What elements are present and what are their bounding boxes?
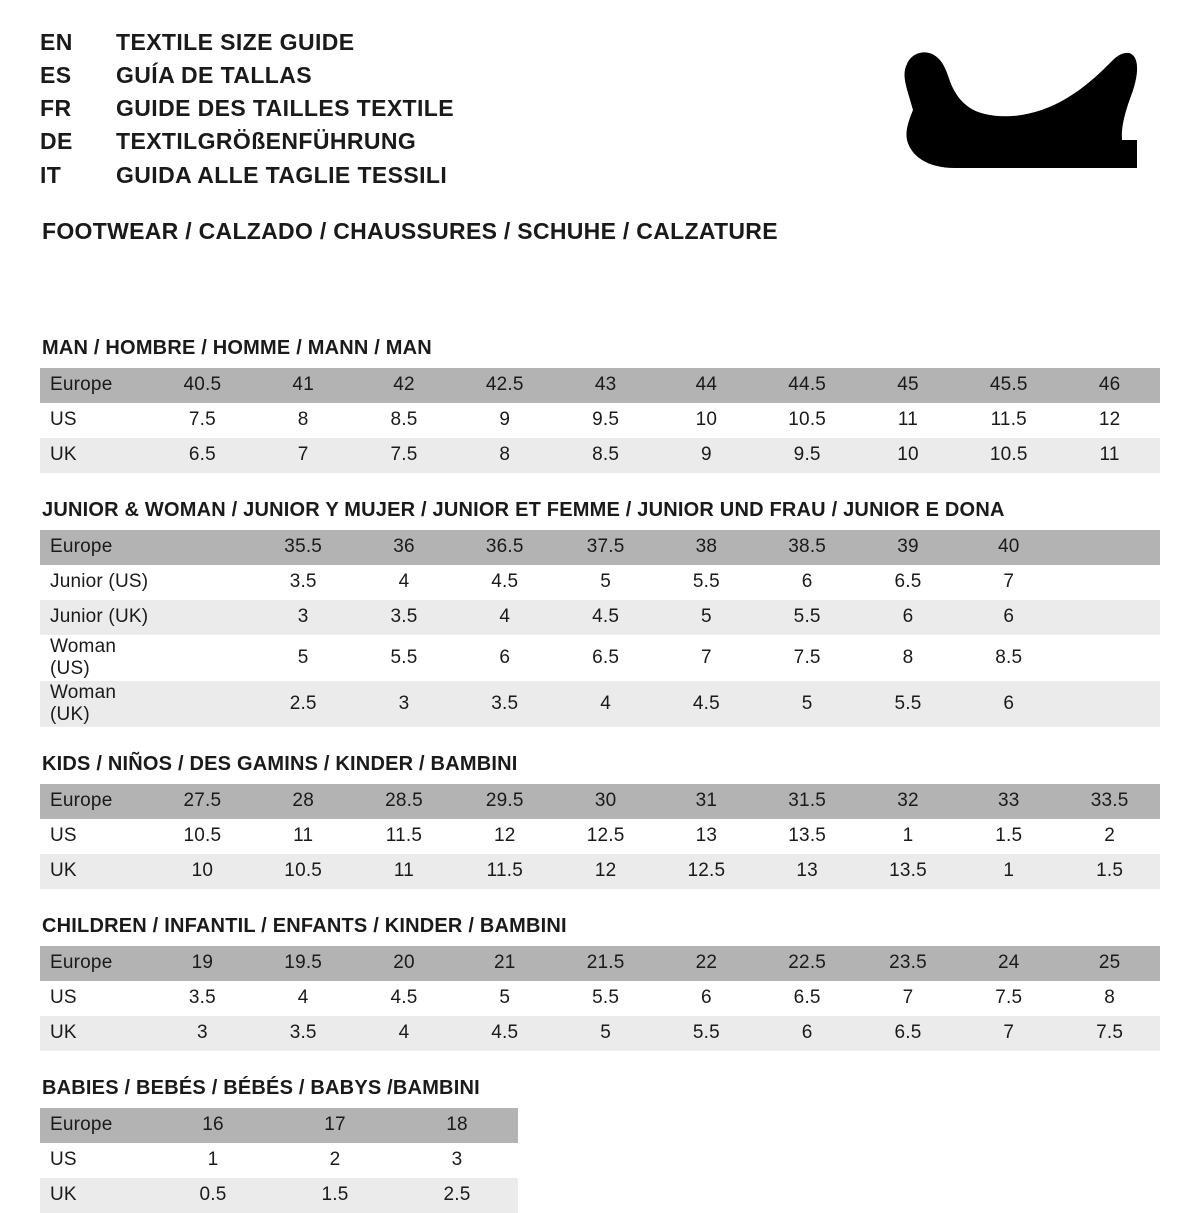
- size-table-man: [40, 368, 1160, 473]
- cell: 11: [253, 819, 354, 854]
- cell: 8: [858, 635, 959, 681]
- cell: 5.5: [656, 565, 757, 600]
- row-label: UK: [40, 1016, 152, 1051]
- cell: 45: [858, 368, 959, 403]
- cell: 19: [152, 946, 253, 981]
- block-title: MAN / HOMBRE / HOMME / MANN / MAN: [42, 336, 432, 359]
- cell: 12: [454, 819, 555, 854]
- language-code: FR: [40, 95, 72, 122]
- size-block-junior-woman: [40, 499, 1160, 727]
- cell: 19.5: [253, 946, 354, 981]
- cell: 7.5: [152, 403, 253, 438]
- table-row: [40, 981, 1160, 1016]
- cell: 3: [152, 1016, 253, 1051]
- cell: 10.5: [253, 854, 354, 889]
- cell: 7.5: [354, 438, 455, 473]
- cell: 32: [858, 784, 959, 819]
- table-row: [40, 368, 1160, 403]
- cell: 33.5: [1059, 784, 1160, 819]
- cell: 10: [656, 403, 757, 438]
- cell: 8: [454, 438, 555, 473]
- cell: 6: [454, 635, 555, 681]
- cell: 41: [253, 368, 354, 403]
- cell: 5: [555, 1016, 656, 1051]
- language-title: GUÍA DE TALLAS: [116, 62, 312, 89]
- language-row: [40, 63, 454, 96]
- row-label: Europe: [40, 946, 152, 981]
- cell: 3: [396, 1143, 518, 1178]
- cell: 38.5: [757, 530, 858, 565]
- cell: 9: [656, 438, 757, 473]
- cell: 4: [354, 565, 455, 600]
- cell: 9.5: [757, 438, 858, 473]
- language-code: EN: [40, 29, 73, 55]
- cell: 4: [454, 600, 555, 635]
- language-row: [40, 163, 454, 196]
- size-table-junior-woman: [40, 530, 1160, 727]
- cell: 31.5: [757, 784, 858, 819]
- cell: 7.5: [958, 981, 1059, 1016]
- table-row: [40, 530, 1160, 565]
- cell: 4.5: [454, 565, 555, 600]
- table-row: [40, 784, 1160, 819]
- cell: 36.5: [454, 530, 555, 565]
- category-title: FOOTWEAR / CALZADO / CHAUSSURES / SCHUHE / CALZATURE: [42, 217, 778, 244]
- cell: 3.5: [253, 565, 354, 600]
- language-row: [40, 96, 454, 129]
- cell: 0.5: [152, 1178, 274, 1213]
- language-row: [40, 30, 454, 63]
- cell: 4.5: [454, 1016, 555, 1051]
- cell: 2.5: [396, 1178, 518, 1213]
- table-row: [40, 1178, 518, 1213]
- cell: 24: [958, 946, 1059, 981]
- table-row: [40, 403, 1160, 438]
- table-row: [40, 1108, 518, 1143]
- cell: 4: [555, 681, 656, 727]
- cell: 12.5: [555, 819, 656, 854]
- cell: 13.5: [858, 854, 959, 889]
- cell: 22: [656, 946, 757, 981]
- cell: 8: [253, 403, 354, 438]
- cell: 11.5: [958, 403, 1059, 438]
- cell: 4.5: [656, 681, 757, 727]
- row-label: Europe: [40, 784, 152, 819]
- cell: 2.5: [253, 681, 354, 727]
- cell: 10.5: [152, 819, 253, 854]
- cell: [1059, 530, 1160, 565]
- row-label: UK: [40, 854, 152, 889]
- table-row: [40, 854, 1160, 889]
- language-title: TEXTILE SIZE GUIDE: [116, 29, 355, 55]
- table-row: [40, 600, 1160, 635]
- cell: 11.5: [454, 854, 555, 889]
- cell: 25: [1059, 946, 1160, 981]
- cell: 7: [656, 635, 757, 681]
- cell: 4: [354, 1016, 455, 1051]
- cell: 6: [958, 681, 1059, 727]
- cell: 1: [858, 819, 959, 854]
- table-row: [40, 635, 1160, 681]
- cell: 27.5: [152, 784, 253, 819]
- language-title: GUIDA ALLE TAGLIE TESSILI: [116, 161, 448, 188]
- cell: 6.5: [555, 635, 656, 681]
- cell: 6.5: [757, 981, 858, 1016]
- cell: 6.5: [152, 438, 253, 473]
- cell: 4: [253, 981, 354, 1016]
- cell: 5: [253, 635, 354, 681]
- cell: 3.5: [253, 1016, 354, 1051]
- cell: 4.5: [555, 600, 656, 635]
- block-title: KIDS / NIÑOS / DES GAMINS / KINDER / BAMBINI: [42, 752, 518, 775]
- cell: 2: [274, 1143, 396, 1178]
- language-code: ES: [40, 62, 72, 89]
- cell: 30: [555, 784, 656, 819]
- cell: 16: [152, 1108, 274, 1143]
- cell: 29.5: [454, 784, 555, 819]
- cell: [1059, 681, 1160, 727]
- cell: 28.5: [354, 784, 455, 819]
- table-row: [40, 565, 1160, 600]
- cell: 20: [354, 946, 455, 981]
- row-label: Woman (US): [40, 635, 152, 681]
- cell: 35.5: [253, 530, 354, 565]
- cell: 10: [152, 854, 253, 889]
- cell: 18: [396, 1108, 518, 1143]
- cell: 3.5: [454, 681, 555, 727]
- size-tables: [0, 337, 1200, 1213]
- cell: 3.5: [152, 981, 253, 1016]
- cell: [152, 565, 253, 600]
- cell: 6: [757, 565, 858, 600]
- cell: 6.5: [858, 1016, 959, 1051]
- language-title-list: [40, 30, 454, 196]
- cell: [1059, 600, 1160, 635]
- row-label: US: [40, 981, 152, 1016]
- cell: 3: [354, 681, 455, 727]
- cell: 1.5: [274, 1178, 396, 1213]
- cell: 44: [656, 368, 757, 403]
- cell: [152, 681, 253, 727]
- row-label: US: [40, 1143, 152, 1178]
- cell: 13.5: [757, 819, 858, 854]
- cell: 17: [274, 1108, 396, 1143]
- language-title: TEXTILGRÖßENFÜHRUNG: [116, 128, 417, 155]
- cell: 7: [958, 1016, 1059, 1051]
- row-label: Europe: [40, 530, 152, 565]
- cell: 6: [958, 600, 1059, 635]
- table-row: [40, 819, 1160, 854]
- cell: 5: [757, 681, 858, 727]
- cell: 5: [656, 600, 757, 635]
- cell: 33: [958, 784, 1059, 819]
- cell: 7: [253, 438, 354, 473]
- cell: 8.5: [958, 635, 1059, 681]
- cell: 8.5: [555, 438, 656, 473]
- cell: 7: [858, 981, 959, 1016]
- cell: 5.5: [555, 981, 656, 1016]
- cell: 2: [1059, 819, 1160, 854]
- cell: 36: [354, 530, 455, 565]
- row-label: Europe: [40, 1108, 152, 1143]
- cell: 13: [757, 854, 858, 889]
- cell: 6: [858, 600, 959, 635]
- size-table-children: [40, 946, 1160, 1051]
- cell: 28: [253, 784, 354, 819]
- cell: 4.5: [354, 981, 455, 1016]
- cell: 12: [555, 854, 656, 889]
- cell: 10: [858, 438, 959, 473]
- cell: 21: [454, 946, 555, 981]
- size-block-children: [40, 915, 1160, 1051]
- cell: 44.5: [757, 368, 858, 403]
- cell: 21.5: [555, 946, 656, 981]
- cell: 11.5: [354, 819, 455, 854]
- language-title: GUIDE DES TAILLES TEXTILE: [116, 95, 454, 122]
- cell: 10.5: [757, 403, 858, 438]
- cell: 5.5: [656, 1016, 757, 1051]
- table-row: [40, 1016, 1160, 1051]
- cell: 8: [1059, 981, 1160, 1016]
- cell: 1: [958, 854, 1059, 889]
- cell: [152, 635, 253, 681]
- block-title: CHILDREN / INFANTIL / ENFANTS / KINDER / BAMBINI: [42, 914, 567, 937]
- cell: 8.5: [354, 403, 455, 438]
- cell: 6.5: [858, 565, 959, 600]
- cell: 6: [656, 981, 757, 1016]
- cell: 43: [555, 368, 656, 403]
- row-label: Junior (UK): [40, 600, 152, 635]
- cell: 12: [1059, 403, 1160, 438]
- cell: 9.5: [555, 403, 656, 438]
- size-block-kids: [40, 753, 1160, 889]
- cell: 6: [757, 1016, 858, 1051]
- document-header: [0, 0, 1200, 245]
- cell: 7.5: [757, 635, 858, 681]
- cell: 5.5: [354, 635, 455, 681]
- cell: 1: [152, 1143, 274, 1178]
- cell: 31: [656, 784, 757, 819]
- table-row: [40, 946, 1160, 981]
- language-code: IT: [40, 161, 62, 188]
- cell: 1.5: [1059, 854, 1160, 889]
- table-row: [40, 681, 1160, 727]
- cell: 1.5: [958, 819, 1059, 854]
- row-label: UK: [40, 438, 152, 473]
- cell: 38: [656, 530, 757, 565]
- cell: 37.5: [555, 530, 656, 565]
- cell: [1059, 635, 1160, 681]
- dress-shoe-icon: [795, 36, 1145, 176]
- language-row: [40, 129, 454, 162]
- cell: 46: [1059, 368, 1160, 403]
- cell: 39: [858, 530, 959, 565]
- cell: 42: [354, 368, 455, 403]
- size-block-man: [40, 337, 1160, 473]
- cell: 40.5: [152, 368, 253, 403]
- cell: 3.5: [354, 600, 455, 635]
- cell: 11: [1059, 438, 1160, 473]
- row-label: Woman (UK): [40, 681, 152, 727]
- row-label: Europe: [40, 368, 152, 403]
- row-label: UK: [40, 1178, 152, 1213]
- cell: 12.5: [656, 854, 757, 889]
- size-table-babies: [40, 1108, 518, 1213]
- block-title: BABIES / BEBÉS / BÉBÉS / BABYS /BAMBINI: [42, 1076, 480, 1099]
- table-row: [40, 1143, 518, 1178]
- cell: 5.5: [757, 600, 858, 635]
- row-label: US: [40, 403, 152, 438]
- cell: 5: [454, 981, 555, 1016]
- cell: 13: [656, 819, 757, 854]
- cell: [152, 530, 253, 565]
- size-table-kids: [40, 784, 1160, 889]
- cell: 11: [354, 854, 455, 889]
- cell: 42.5: [454, 368, 555, 403]
- cell: 45.5: [958, 368, 1059, 403]
- table-row: [40, 438, 1160, 473]
- cell: 10.5: [958, 438, 1059, 473]
- row-label: Junior (US): [40, 565, 152, 600]
- size-block-babies: [40, 1077, 1160, 1213]
- language-code: DE: [40, 128, 73, 155]
- cell: 5: [555, 565, 656, 600]
- cell: [152, 600, 253, 635]
- cell: 3: [253, 600, 354, 635]
- cell: 7.5: [1059, 1016, 1160, 1051]
- cell: 5.5: [858, 681, 959, 727]
- row-label: US: [40, 819, 152, 854]
- cell: 23.5: [858, 946, 959, 981]
- cell: [1059, 565, 1160, 600]
- block-title: JUNIOR & WOMAN / JUNIOR Y MUJER / JUNIOR ET FEMME / JUNIOR UND FRAU / JUNIOR E DONA: [42, 498, 1005, 521]
- cell: 11: [858, 403, 959, 438]
- cell: 9: [454, 403, 555, 438]
- cell: 40: [958, 530, 1059, 565]
- cell: 7: [958, 565, 1059, 600]
- cell: 22.5: [757, 946, 858, 981]
